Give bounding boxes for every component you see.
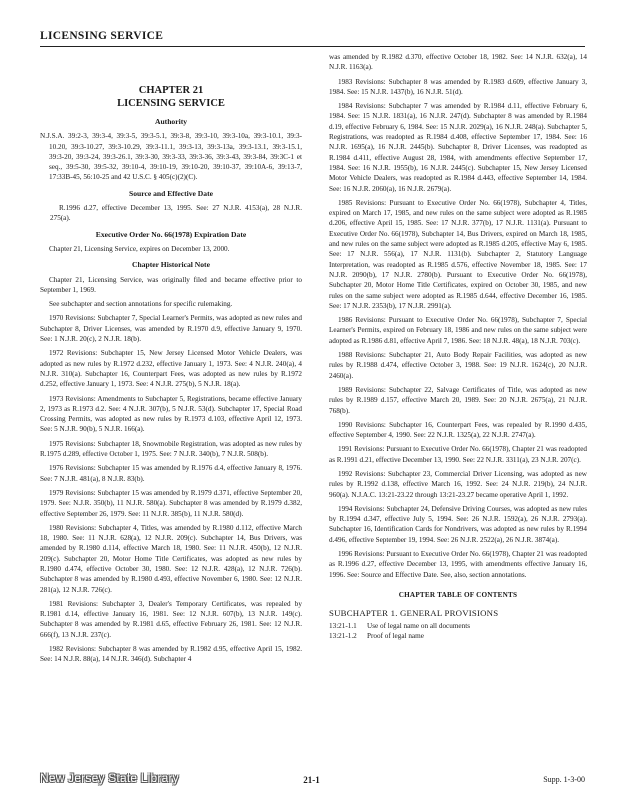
authority-text: N.J.S.A. 39:2-3, 39:3-4, 39:3-5, 39:3-5.1, 39:3-8, 39:3-10, 39:3-10a, 39:3-10.1, 39:3-10.20, 39:3-10.27, 39:3-10.29, 39:3-11.1, 39:3-13, 39:3-13a, 39:3-13.1, 39:3-15.1, 39:3-20, 39:3-24, 39:3-26.1, 39:3-30, 39:3-33, 39:3-36, 39:3-43, 39:3-84, 39:3C-1 et seq., 39:5-30, 39:5-32, 39:10-4, 39:10-19, 39:10-20, 39:10-37, 39:10A-6, 39:13-7, 17:33B-45, 56:10-25 and 42 U.S.C. § 405(c)(2)(C). (40, 132, 302, 182)
left-column (40, 52, 302, 669)
history-paragraph: 1983 Revisions: Subchapter 8 was amended by R.1983 d.609, effective January 3, 1984. See: 15 N.J.R. 1437(b), 16 N.J.R. 51(d). (329, 77, 587, 96)
history-paragraph: 1980 Revisions: Subchapter 4, Titles, was amended by R.1980 d.112, effective March 18, 1980. See: 11 N.J.R. 628(a), 12 N.J.R. 209(c). Subchapter 14, Bus Drivers, was amended by R.1980 d.114, effective March 18, 1980. See: 11 N.J.R. 450(b), 12 N.J.R. 209(c). Subchapter 20, Motor Home Title Certificates, was adopted as new rules by R.1980 d.474, effective October 30, 1980. See: 12 N.J.R. 428(a), 12 N.J.R. 726(b). Subchapter 8 was amended by R.1980 d.493, effective November 6, 1980. See: 12 N.J.R. 281(a), 12 N.J.R. 726(c). (40, 523, 302, 594)
toc-item-number: 13:21-1.1 (329, 621, 357, 630)
supplement-date: Supp. 1-3-00 (543, 775, 585, 784)
history-paragraph: 1992 Revisions: Subchapter 23, Commercial Driver Licensing, was adopted as new rules by R.1992 d.138, effective March 16, 1992. See: 24 N.J.R. 219(b), 24 N.J.R. 960(a). N.J.A.C. 13:21-23.22 through 13:21-23.27 became operative April 1, 1992. (329, 469, 587, 499)
history-paragraph: 1981 Revisions: Subchapter 3, Dealer's Temporary Certificates, was repealed by R.1981 d.14, effective January 16, 1981. See: 12 N.J.R. 607(b), 13 N.J.R. 149(c). Subchapter 8 was amended by R.1981 d.65, effective February 26, 1981. See: 12 N.J.R. 666(f), 13 N.J.R. 237(c). (40, 599, 302, 639)
history-paragraph: 1985 Revisions: Pursuant to Executive Order No. 66(1978), Subchapter 4, Titles, expired on March 17, 1985, and new rules on the same subject were adopted as R.1985 d.206, effective April 15, 1985. See: 17 N.J.R. 377(b), 17 N.J.R. 1131(a). Pursuant to Executive Order No. 66(1978), Subchapter 14, Bus Drivers, expired on March 18, 1985, and new rules on the same subject were adopted as R.1985 d.205, effective May 6, 1985. See: 17 N.J.R. 556(a), 17 N.J.R. 1131(b). Subchapter 2, Statutory Language Interpretation, was readopted as R.1985 d.576, effective November 18, 1985. See: 17 N.J.R. 2090(b), 17 N.J.R. 2780(b). Pursuant to Executive Order No. 66(1978), Subchapter 20, Motor Home Title Certificates, expired on October 30, 1985, and new rules on the same subject were adopted as R.1985 d.644, effective December 16, 1985. See: 17 N.J.R. 2353(b), 17 N.J.R. 2991(a). (329, 198, 587, 310)
library-stamp: New Jersey State Library (40, 771, 179, 785)
chapter-name: LICENSING SERVICE (117, 98, 225, 109)
toc-item (329, 621, 587, 631)
history-paragraph: 1979 Revisions: Subchapter 15 was amended by R.1979 d.371, effective September 20, 1979. See: N.J.R. 350(b), 11 N.J.R. 580(a). Subchapter 8 was amended by R.1979 d.382, effective September 26, 1979. See: 11 N.J.R. 385(b), 11 N.J.R. 580(d). (40, 488, 302, 518)
toc-title: CHAPTER TABLE OF CONTENTS (398, 590, 518, 599)
history-paragraph: 1984 Revisions: Subchapter 7 was amended by R.1984 d.11, effective February 6, 1984. See: 15 N.J.R. 1831(a), 16 N.J.R. 247(d). Subchapter 8 was amended by R.1984 d.19, effective February 6, 1984. See: 15 N.J.R. 2029(a), 16 N.J.R. 248(a). Subchapter 5, Registrations, was readopted as R.1984 d.408, effective September 17, 1984. See: 16 N.J.R. 1695(a), 16 N.J.R. 2445(b). Subchapter 8, Driver Licenses, was readopted as R.1984 d.411, effective August 28, 1984, with amendments effective September 17, 1984. See: 16 N.J.R. 1955(b), 16 N.J.R. 2445(c). Subchapter 15, New Jersey Licensed Motor Vehicle Dealers, was readopted as R.1984 d.443, effective September 14, 1984. See: 16 N.J.R. 2060(a), 16 N.J.R. 2679(a). (329, 102, 587, 193)
history-heading: Chapter Historical Note (132, 260, 210, 270)
source-heading: Source and Effective Date (128, 188, 213, 198)
history-paragraph: 1988 Revisions: Subchapter 21, Auto Body Repair Facilities, was adopted as new rules by R.1988 d.474, effective October 3, 1988. See: 19 N.J.R. 1624(c), 20 N.J.R. 2460(a). (329, 351, 587, 380)
authority-heading: Authority (154, 117, 188, 126)
expiration-heading: Executive Order No. 66(1978) Expiration Date (95, 229, 247, 239)
right-column (329, 52, 587, 641)
header-rule (40, 46, 585, 47)
history-paragraph: See subchapter and section annotations for specific rulemaking. (49, 300, 233, 309)
history-paragraph: 1982 Revisions: Subchapter 8 was amended by R.1982 d.95, effective April 15, 1982. See: 14 N.J.R. 88(a), 14 N.J.R. 346(d). Subchapter 4 (40, 645, 302, 664)
history-paragraph: 1975 Revisions: Subchapter 18, Snowmobile Registration, was adopted as new rules by R.1975 d.289, effective October 1, 1975. See: 7 N.J.R. 340(b), 7 N.J.R. 508(b). (40, 439, 302, 459)
history-paragraph: 1973 Revisions: Amendments to Subchapter 5, Registrations, became effective January 2, 1973 as R.1973 d.2. See: 4 N.J.R. 307(b), 5 N.J.R. 53(d). Subchapter 17, Special Road Crossing Permits, was adopted as new rules by R.1973 d.103, effective April 12, 1973. See: 5 N.J.R. 90(b), 5 N.J.R. 166(a). (40, 394, 302, 434)
toc-item-title: Use of legal name on all documents (367, 621, 470, 630)
toc-item-title: Proof of legal name (367, 631, 424, 640)
page-number: 21-1 (303, 775, 320, 785)
history-paragraph: was amended by R.1982 d.370, effective October 18, 1982. See: 14 N.J.R. 632(a), 14 N.J.R. 1163(a). (329, 53, 587, 72)
history-paragraph: Chapter 21, Licensing Service, was originally filed and became effective prior to September 1, 1969. (40, 275, 302, 294)
history-paragraph: 1972 Revisions: Subchapter 15, New Jersey Licensed Motor Vehicle Dealers, was adopted as new rules by R.1972 d.232, effective January 1, 1973. See: 4 N.J.R. 240(a), 4 N.J.R. 310(a). Subchapter 16, Counterpart Fees, was adopted as new rules by R.1972 d.252, effective January 1, 1973. See: 4 N.J.R. 275(b), 5 N.J.R. 18(a). (40, 349, 302, 389)
expiration-text: Chapter 21, Licensing Service, expires on December 13, 2000. (49, 244, 230, 253)
toc-item-number: 13:21-1.2 (329, 631, 357, 640)
history-paragraph: 1970 Revisions: Subchapter 7, Special Learner's Permits, was adopted as new rules and Subchapter 8, Driver Licenses, was amended by R.1970 d.9, effective January 9, 1970. See: 1 N.J.R. 20(c), 2 N.J.R. 18(b). (40, 314, 302, 344)
history-paragraph: 1986 Revisions: Pursuant to Executive Order No. 66(1978), Subchapter 7, Special Learner's Permits, expired on February 18, 1986 and new rules on the same subject were adopted as R.1986 d.81, effective April 7, 1986. See: 18 N.J.R. 48(a), 18 N.J.R. 703(c). (329, 316, 587, 345)
running-head: LICENSING SERVICE (40, 30, 164, 42)
history-paragraph: 1989 Revisions: Subchapter 22, Salvage Certificates of Title, was adopted as new rules by R.1989 d.157, effective March 20, 1989. See: 20 N.J.R. 2675(a), 21 N.J.R. 768(b). (329, 385, 587, 415)
history-paragraph: 1976 Revisions: Subchapter 15 was amended by R.1976 d.4, effective January 8, 1976. See: 7 N.J.R. 481(a), 8 N.J.R. 83(b). (40, 464, 302, 483)
history-paragraph: 1994 Revisions: Subchapter 24, Defensive Driving Courses, was adopted as new rules by R.1994 d.347, effective July 5, 1994. See: 26 N.J.R. 1592(a), 26 N.J.R. 2793(a). Subchapter 16, Identification Cards for Nondrivers, was adopted as new rules by R.1994 d.496, effective September 19, 1994. See: 26 N.J.R. 2522(a), 26 N.J.R. 3874(a). (329, 504, 587, 544)
toc-item (329, 631, 587, 641)
history-paragraph: 1991 Revisions: Pursuant to Executive Order No. 66(1978), Chapter 21 was readopted as R.1991 d.21, effective December 13, 1990. See: 22 N.J.R. 3311(a), 23 N.J.R. 207(c). (329, 445, 587, 464)
history-paragraph: 1996 Revisions: Pursuant to Executive Order No. 66(1978), Chapter 21 was readopted as R.1996 d.27, effective December 13, 1995, with amendments effective January 16, 1996. See: Source and Effective Date. See, also, section annotations. (329, 550, 587, 579)
history-paragraph: 1990 Revisions: Subchapter 16, Counterpart Fees, was repealed by R.1990 d.435, effective September 4, 1990. See: 22 N.J.R. 1325(a), 22 N.J.R. 2747(a). (329, 420, 587, 440)
source-text: R.1996 d.27, effective December 13, 1995. See: 27 N.J.R. 4153(a), 28 N.J.R. 275(a). (50, 204, 302, 223)
subchapter-heading: SUBCHAPTER 1. GENERAL PROVISIONS (329, 608, 499, 619)
chapter-number: CHAPTER 21 (138, 85, 204, 96)
